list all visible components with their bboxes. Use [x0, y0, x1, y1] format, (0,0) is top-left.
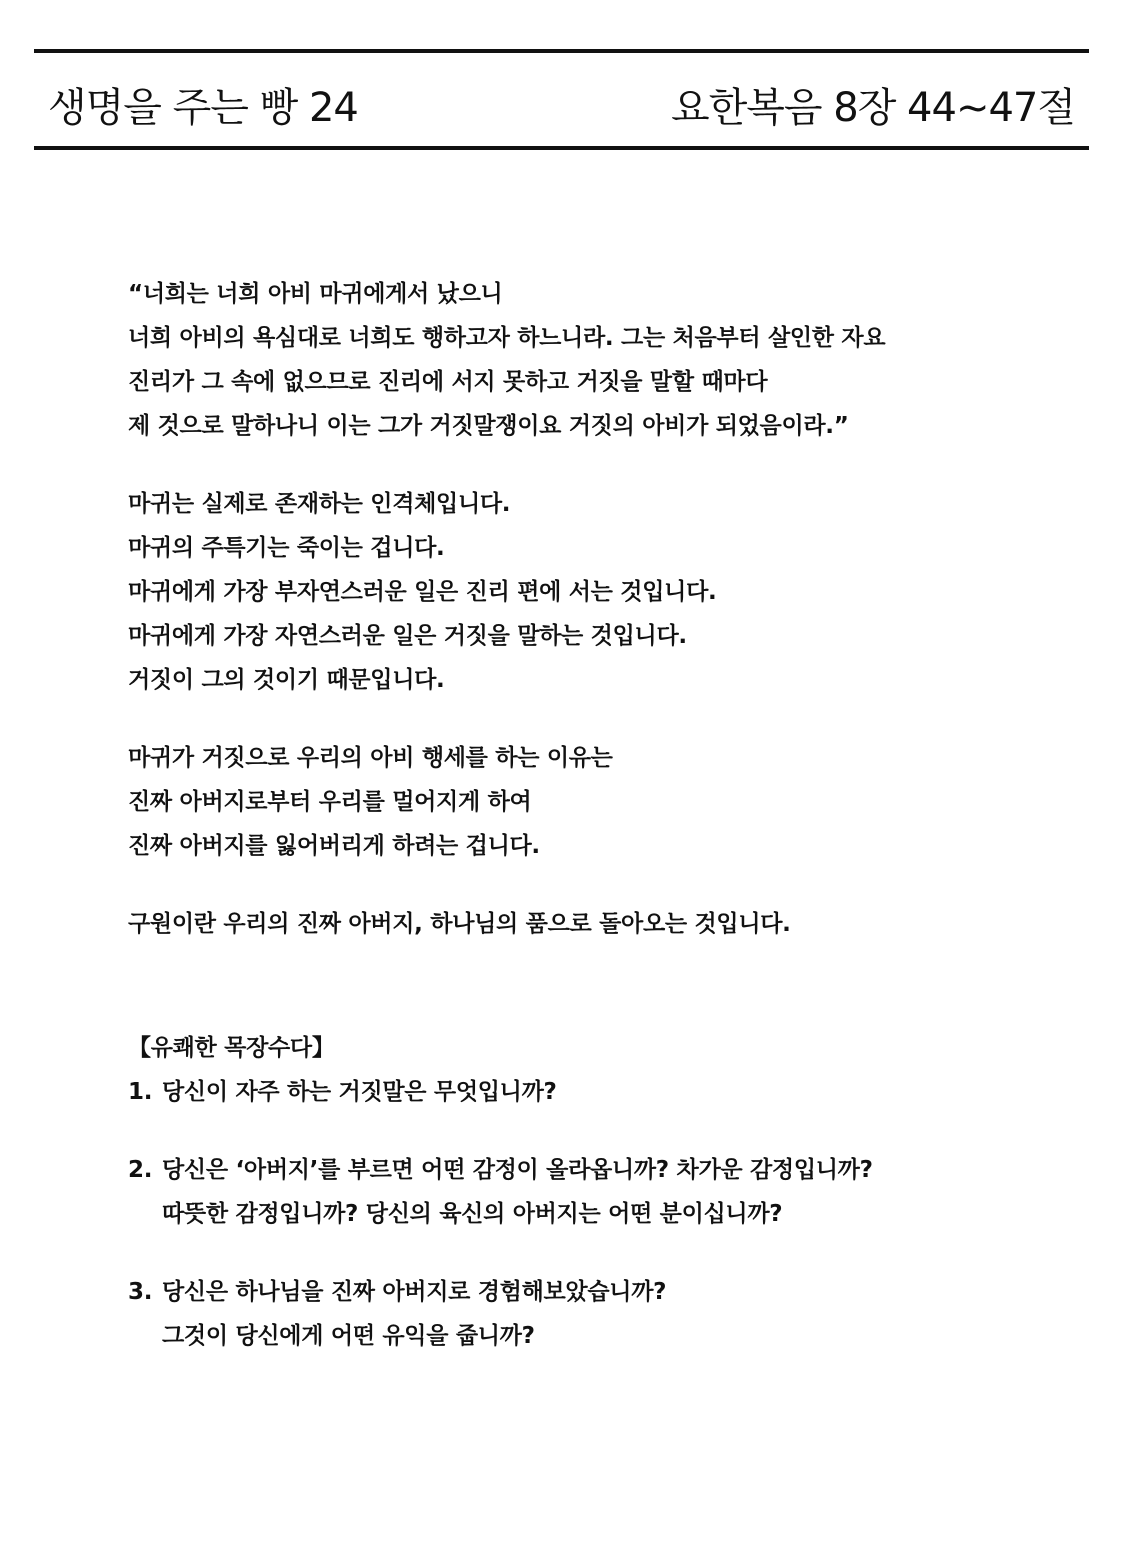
paragraph-father	[128, 736, 1068, 868]
document-body	[128, 272, 1068, 1358]
question-text: 당신은 하나님을 진짜 아버지로 경험해보았습니까?	[162, 1279, 667, 1305]
paragraph-line: 마귀의 주특기는 죽이는 겁니다.	[128, 535, 445, 561]
bottom-rule	[34, 146, 1089, 150]
paragraph-line: 마귀가 거짓으로 우리의 아비 행세를 하는 이유는	[128, 745, 613, 771]
paragraph-line: 마귀에게 가장 자연스러운 일은 거짓을 말하는 것입니다.	[128, 623, 687, 649]
paragraph-line: 구원이란 우리의 진짜 아버지, 하나님의 품으로 돌아오는 것입니다.	[128, 911, 791, 937]
scripture-line: “너희는 너희 아비 마귀에게서 났으니	[128, 281, 503, 307]
question-2	[128, 1148, 1068, 1192]
question-number: 2.	[128, 1157, 153, 1183]
question-number: 1.	[128, 1079, 153, 1105]
series-title: 생명을 주는 빵 24	[48, 85, 358, 131]
scripture-line: 너희 아비의 욕심대로 너희도 행하고자 하느니라. 그는 처음부터 살인한 자요	[128, 325, 886, 351]
paragraph-salvation	[128, 902, 1068, 946]
scripture-reference: 요한복음 8장 44~47절	[670, 85, 1075, 131]
question-continuation: 그것이 당신에게 어떤 유익을 줍니까?	[162, 1323, 535, 1349]
paragraph-line: 진짜 아버지로부터 우리를 멀어지게 하여	[128, 789, 532, 815]
question-continuation: 따뜻한 감정입니까? 당신의 육신의 아버지는 어떤 분이십니까?	[162, 1201, 783, 1227]
question-number: 3.	[128, 1279, 153, 1305]
scripture-line: 제 것으로 말하나니 이는 그가 거짓말쟁이요 거짓의 아비가 되었음이라.”	[128, 413, 849, 439]
paragraph-line: 마귀는 실제로 존재하는 인격체입니다.	[128, 491, 511, 517]
question-text: 당신은 ‘아버지’를 부르면 어떤 감정이 올라옵니까? 차가운 감정입니까?	[162, 1157, 873, 1183]
scripture-line: 진리가 그 속에 없으므로 진리에 서지 못하고 거짓을 말할 때마다	[128, 369, 768, 395]
top-rule	[34, 49, 1089, 53]
question-1	[128, 1070, 1068, 1114]
discussion-section	[128, 1026, 1068, 1358]
paragraph-line: 거짓이 그의 것이기 때문입니다.	[128, 667, 445, 693]
scripture-quote	[128, 272, 1068, 448]
paragraph-line: 진짜 아버지를 잃어버리게 하려는 겁니다.	[128, 833, 540, 859]
discussion-heading: 【유쾌한 목장수다】	[128, 1035, 335, 1061]
paragraph-line: 마귀에게 가장 부자연스러운 일은 진리 편에 서는 것입니다.	[128, 579, 717, 605]
paragraph-devil	[128, 482, 1068, 702]
page-header	[34, 62, 1089, 142]
question-text: 당신이 자주 하는 거짓말은 무엇입니까?	[162, 1079, 557, 1105]
question-3	[128, 1270, 1068, 1314]
